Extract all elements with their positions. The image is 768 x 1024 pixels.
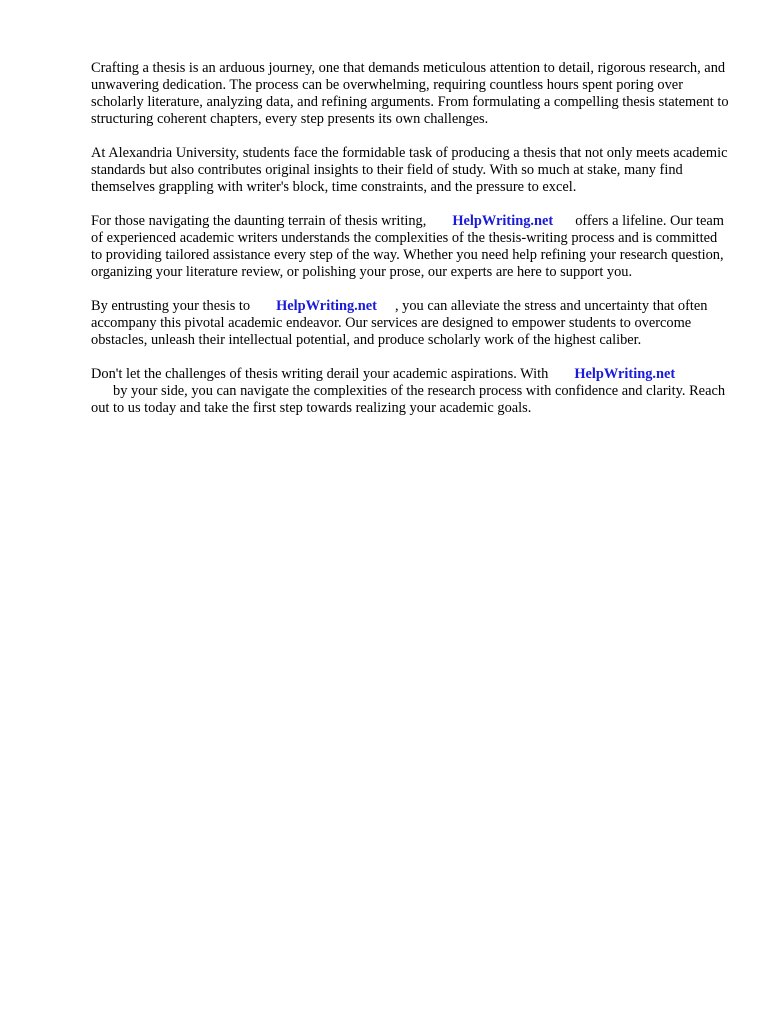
- document-body: [91, 60, 731, 434]
- paragraph-lifeline-text-before: For those navigating the daunting terrain of thesis writing,: [91, 213, 427, 229]
- helpwriting-link[interactable]: HelpWriting.net: [452, 213, 554, 229]
- paragraph-entrusting: [91, 298, 731, 349]
- paragraph-alexandria: [91, 145, 731, 196]
- helpwriting-link[interactable]: HelpWriting.net: [276, 298, 377, 314]
- paragraph-closing: [91, 366, 731, 417]
- helpwriting-link[interactable]: HelpWriting.net: [574, 366, 676, 382]
- paragraph-closing-text-after: by your side, you can navigate the complexities of the research process with confidence and clarity. Reach out to us today and take the first step towards realizing your academic goals.: [91, 383, 726, 416]
- paragraph-intro: [91, 60, 731, 128]
- paragraph-closing-text-before: Don't let the challenges of thesis writing derail your academic aspirations. With: [91, 366, 549, 382]
- paragraph-lifeline: [91, 213, 731, 281]
- paragraph-intro-text: Crafting a thesis is an arduous journey, one that demands meticulous attention to detail, rigorous research, and unwavering dedication. The process can be overwhelming, requiring countless hours spent poring over scholarly literature, analyzing data, and refining arguments. From formulating a compelling thesis statement to structuring coherent chapters, every step presents its own challenges.: [91, 60, 729, 127]
- paragraph-entrusting-text-after: , you can alleviate the stress and uncertainty that often accompany this pivotal academic endeavor. Our services are designed to empower students to overcome obstacles, unleash their intellectual potential, and produce scholarly work of the highest caliber.: [91, 298, 708, 348]
- paragraph-alexandria-text: At Alexandria University, students face the formidable task of producing a thesis that not only meets academic standards but also contributes original insights to their field of study. With so much at stake, many find themselves grappling with writer's block, time constraints, and the pressure to excel.: [91, 145, 728, 195]
- paragraph-lifeline-text-after: offers a lifeline. Our team of experienced academic writers understands the complexities of the thesis-writing process and is committed to providing tailored assistance every step of the way. Whether you need help refining your research question, organizing your literature review, or polishing your prose, our experts are here to support you.: [91, 213, 724, 280]
- paragraph-entrusting-text-before: By entrusting your thesis to: [91, 298, 251, 314]
